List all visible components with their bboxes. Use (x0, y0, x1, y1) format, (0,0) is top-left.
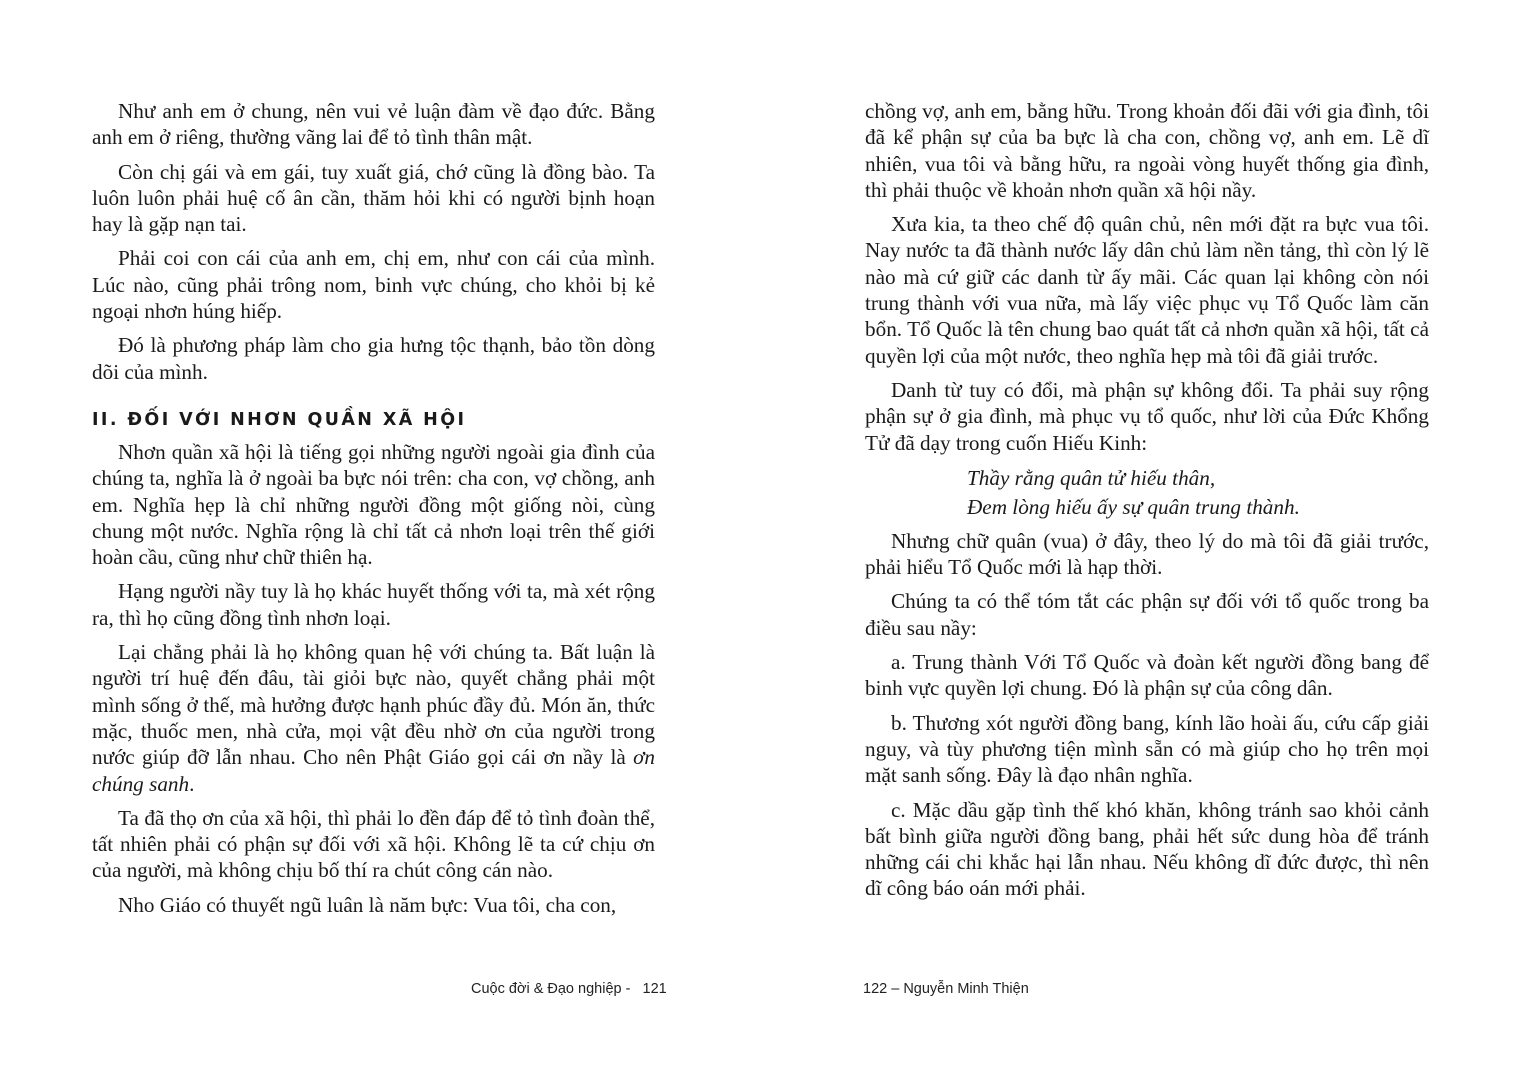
section-heading: II. ĐỐI VỚI NHƠN QUẦN XÃ HỘI (92, 409, 467, 430)
paragraph: a. Trung thành Với Tổ Quốc và đoàn kết người đồng bang để binh vực quyền lợi chung. Đó là phận sự của công dân. (865, 650, 1429, 701)
paragraph: Nhơn quần xã hội là tiếng gọi những người ngoài gia đình của chúng ta, nghĩa là ở ngoài ba bực nói trên: cha con, vợ chồng, anh em. Nghĩa hẹp là chỉ những người đồng một giống nòi, cùng chung một nước. Nghĩa rộng là chỉ tất cả nhơn loại trên thế giới hoàn cầu, cũng như chữ thiên hạ. (92, 439, 655, 570)
paragraph-text: . (189, 771, 195, 796)
paragraph-text: Lại chẳng phải là họ không quan hệ với chúng ta. Bất luận là người trí huệ đến đâu, tài giỏi bực nào, quyết chẳng phải một mình sống ở thế, mà hưởng được hạnh phúc đầy đủ. Món ăn, thức mặc, thuốc men, nhà cửa, mọi vật đều nhờ ơn của người trong nước giúp đỡ lẫn nhau. Cho nên Phật Giáo gọi cái ơn nầy là (92, 640, 655, 770)
verse-line: Đem lòng hiếu ấy sự quân trung thành. (967, 494, 1300, 519)
paragraph: Nhưng chữ quân (vua) ở đây, theo lý do mà tôi đã giải trước, phải hiểu Tổ Quốc mới là hạp thời. (865, 528, 1429, 580)
paragraph (92, 639, 655, 797)
paragraph: c. Mặc dầu gặp tình thế khó khăn, không tránh sao khỏi cảnh bất bình giữa người đồng bang, phải hết sức dung hòa để tránh những cái chi khắc hại lẫn nhau. Nếu không dĩ đức được, thì nên dĩ công báo oán mới phải. (865, 797, 1429, 901)
left-page-text (92, 98, 655, 926)
paragraph: Phải coi con cái của anh em, chị em, như con cái của mình. Lúc nào, cũng phải trông nom, binh vực chúng, cho khỏi bị kẻ ngoại nhơn húng hiếp. (92, 246, 655, 324)
right-page-text (865, 98, 1429, 910)
paragraph: Còn chị gái và em gái, tuy xuất giá, chớ cũng là đồng bào. Ta luôn luôn phải huệ cố ân cần, thăm hỏi khi có người bịnh hoạn hay là gặp nạn tai. (92, 159, 655, 237)
paragraph: Danh từ tuy có đổi, mà phận sự không đổi. Ta phải suy rộng phận sự ở gia đình, mà phục vụ tổ quốc, như lời của Đức Khổng Tử đã dạy trong cuốn Hiếu Kinh: (865, 377, 1429, 455)
paragraph: Như anh em ở chung, nên vui vẻ luận đàm về đạo đức. Bằng anh em ở riêng, thường vãng lai để tỏ tình thân mật. (92, 99, 655, 150)
left-page (0, 0, 760, 1075)
paragraph: Ta đã thọ ơn của xã hội, thì phải lo đền đáp để tỏ tình đoàn thể, tất nhiên phải có phận sự đối với xã hội. Không lẽ ta cứ chịu ơn của người, mà không chịu bố thí ra chút công cán nào. (92, 805, 655, 883)
paragraph: Hạng người nầy tuy là họ khác huyết thống với ta, mà xét rộng ra, thì họ cũng đồng tình nhơn loại. (92, 579, 655, 630)
verse-line: Thầy rằng quân tử hiếu thân, (967, 465, 1216, 490)
paragraph: chồng vợ, anh em, bằng hữu. Trong khoản đối đãi với gia đình, tôi đã kể phận sự của ba bực là cha con, chồng vợ, anh em. Lẽ dĩ nhiên, vua tôi và bằng hữu, ra ngoài vòng huyết thống gia đình, thì phải thuộc về khoản nhơn quần xã hội nầy. (865, 99, 1429, 202)
right-page (760, 0, 1521, 1075)
italic-term: ơn chúng sanh (92, 745, 655, 796)
paragraph: Đó là phương pháp làm cho gia hưng tộc thạnh, bảo tồn dòng dõi của mình. (92, 333, 655, 384)
paragraph: Nho Giáo có thuyết ngũ luân là năm bực: Vua tôi, cha con, (118, 892, 617, 917)
page-footer: Cuộc đời & Đạo nghiệp - 121 (471, 981, 667, 997)
page-footer: 122 – Nguyễn Minh Thiện (863, 981, 1029, 997)
verse (967, 464, 1429, 522)
paragraph: Chúng ta có thể tóm tắt các phận sự đối với tổ quốc trong ba điều sau nầy: (865, 589, 1429, 640)
paragraph: Xưa kia, ta theo chế độ quân chủ, nên mới đặt ra bực vua tôi. Nay nước ta đã thành nước lấy dân chủ làm nền tảng, thì còn lý lẽ nào mà cứ giữ các danh từ ấy mãi. Các quan lại không còn nói trung thành với vua nữa, mà lấy việc phục vụ Tổ Quốc làm căn bổn. Tổ Quốc là tên chung bao quát tất cả nhơn quần xã hội, tất cả quyền lợi của một nước, theo nghĩa hẹp mà tôi đã giải trước. (865, 212, 1429, 368)
paragraph: b. Thương xót người đồng bang, kính lão hoài ấu, cứu cấp giải nguy, và tùy phương tiện mình sẵn có mà giúp cho họ trên mọi mặt sanh sống. Đây là đạo nhân nghĩa. (865, 710, 1429, 788)
